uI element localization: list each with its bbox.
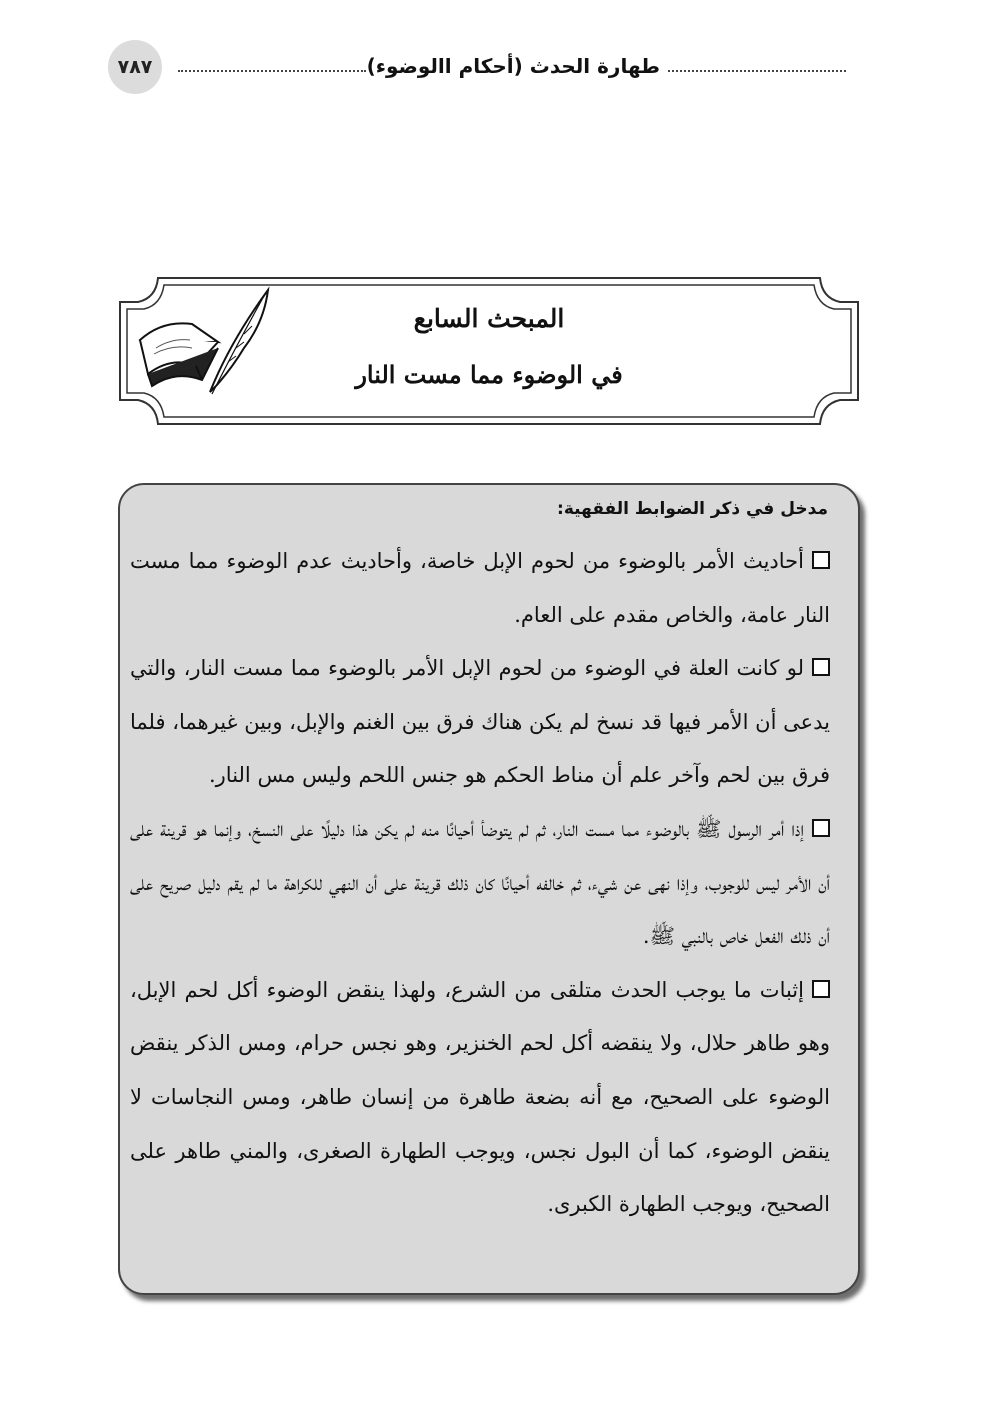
- rules-box-heading: مدخل في ذكر الضوابط الفقهية:: [557, 499, 828, 519]
- header-dotted-rule-right: [668, 70, 846, 72]
- chapter-subtitle: في الوضوء مما مست النار: [355, 360, 623, 389]
- rule-text: لو كانت العلة في الوضوء من لحوم الإبل الأمر بالوضوء مما مست النار، والتي يدعى أن الأمر فيها قد نسخ لم يكن هناك فرق بين الغنم والإبل، وبين غيرهما، فلما فرق بين لحم وآخر علم أن مناط الحكم هو جنس اللحم وليس مس النار.: [130, 656, 830, 788]
- rule-text: أحاديث الأمر بالوضوء من لحوم الإبل خاصة، وأحاديث عدم الوضوء مما مست النار عامة، والخاص مقدم على العام.: [130, 549, 830, 627]
- rules-list: [130, 535, 830, 1232]
- rule-text: إذا أمر الرسول ﷺ بالوضوء مما مست النار، ثم لم يتوضأ أحيانًا منه لم يكن هذا دليلًا على النسخ، وإنما هو قرينة على أن الأمر ليس للوجوب، وإذا نهى عن شيء، ثم خالفه أحيانًا كان ذلك قرينة على أن النهي للكراهة ما لم يقم دليل صريح على أن ذلك الفعل خاص بالنبي ﷺ.: [130, 816, 830, 949]
- rule-item: [130, 642, 830, 803]
- checkbox-bullet-icon: [812, 819, 830, 837]
- rule-item: [130, 535, 830, 642]
- rule-text: إثبات ما يوجب الحدث متلقى من الشرع، ولهذا ينقض الوضوء أكل لحم الإبل، وهو طاهر حلال، ولا ينقضه أكل لحم الخنزير، وهو نجس حرام، ومس الذكر ينقض الوضوء على الصحيح، مع أنه بضعة طاهرة من إنسان طاهر، ومس النجاسات لا ينقض الوضوء، كما أن البول نجس، ويوجب الطهارة الصغرى، والمني طاهر على الصحيح، ويوجب الطهارة الكبرى.: [130, 977, 830, 1217]
- page-header: [108, 40, 848, 98]
- chapter-title: المبحث السابع: [413, 304, 565, 333]
- fiqh-rules-box: [118, 483, 860, 1295]
- header-dotted-rule-left: [178, 70, 366, 72]
- checkbox-bullet-icon: [812, 658, 830, 676]
- rule-item: [130, 964, 830, 1232]
- checkbox-bullet-icon: [812, 551, 830, 569]
- book-quill-icon: [132, 282, 272, 400]
- checkbox-bullet-icon: [812, 980, 830, 998]
- rule-item: [130, 803, 830, 964]
- running-title: طهارة الحدث (أحكام االوضوء): [366, 54, 660, 78]
- chapter-title-frame: [118, 276, 860, 426]
- page-number-badge: ٧٨٧: [108, 40, 162, 94]
